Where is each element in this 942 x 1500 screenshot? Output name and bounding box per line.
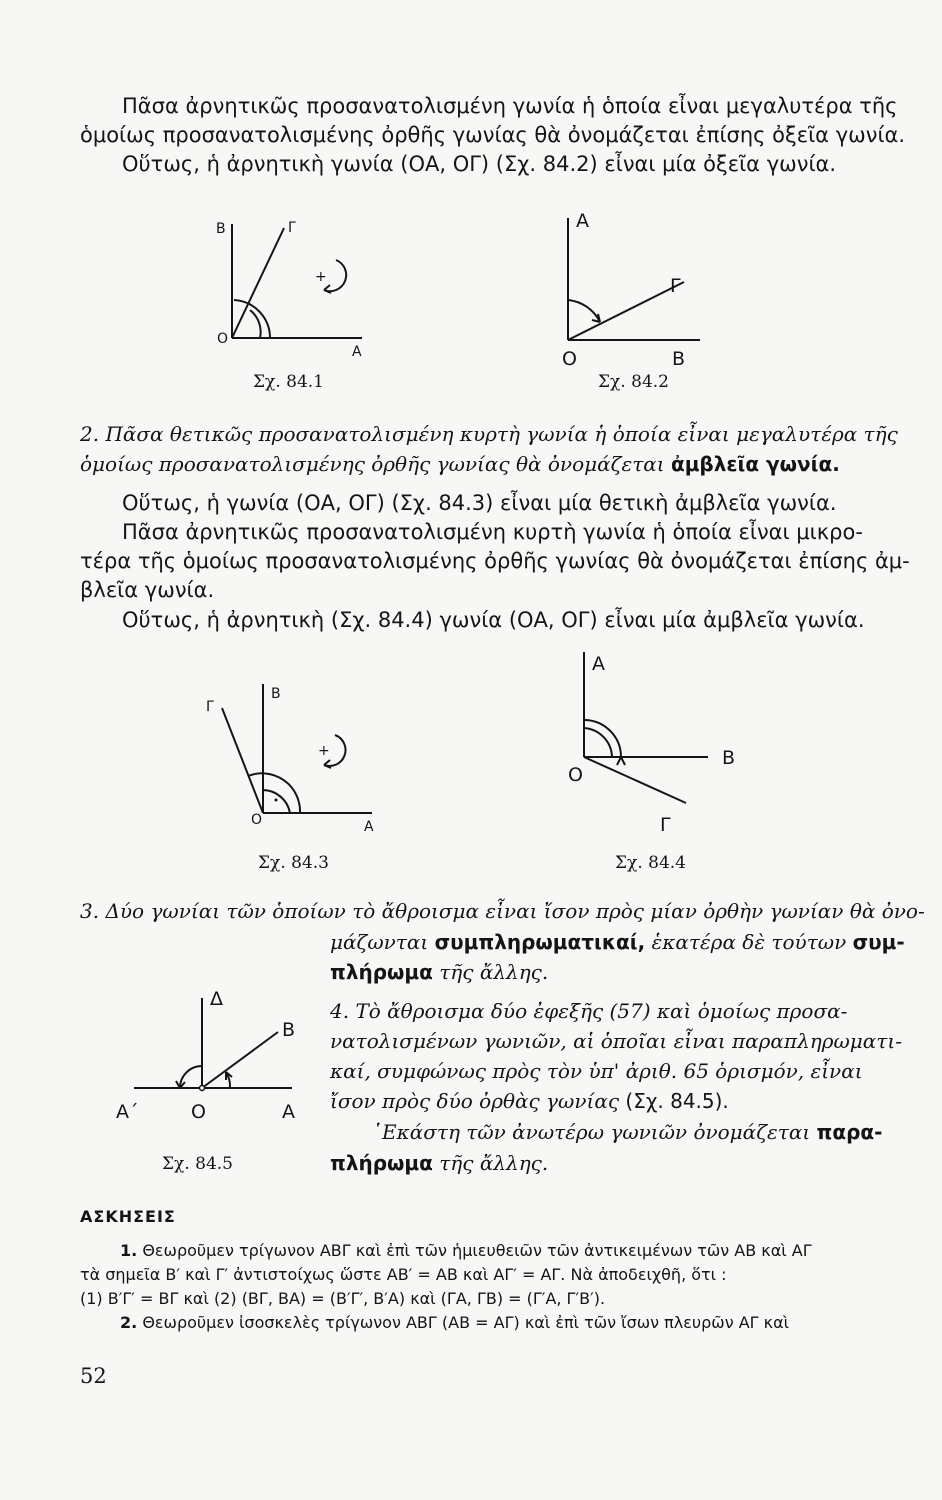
intro-line-3: Οὕτως, ἡ ἀρνητικὴ γωνία (ΟΑ, ΟΓ) (Σχ. 84.2) εἶναι μία ὀξεῖα γωνία. [122, 152, 837, 176]
fig3-sign: + [318, 743, 330, 759]
sec3-line-2-c: ἑκατέρα δὲ τούτων [651, 930, 847, 954]
fig5-label-o: O [191, 1101, 206, 1123]
fig1-label-b: B [216, 221, 226, 237]
sec2-line-2-text: ὁμοίως προσανατολισμένης ὀρθῆς γωνίας θὰ ὀνομάζεται [80, 452, 665, 476]
fig5-caption: Σχ. 84.5 [162, 1154, 233, 1174]
exercise-1-line-3: (1) Β′Γ′ = ΒΓ καὶ (2) (ΒΓ, ΒΑ) = (Β′Γ′, Β′Α) καὶ (ΓΑ, ΓΒ) = (Γ′Α, Γ′Β′). [80, 1289, 606, 1308]
fig3-label-o: O [251, 812, 263, 828]
sec2-term-obtuse: ἀμβλεῖα γωνία. [670, 452, 840, 476]
fig5-label-a: A [282, 1101, 295, 1123]
sec4-term-supplement-end: πλήρωμα [330, 1151, 433, 1175]
sec3-line-2-a: μάζωνται [330, 930, 429, 954]
fig1-label-a: A [352, 344, 362, 360]
fig4-label-g: Γ [660, 814, 671, 836]
sec2-line-4: Πᾶσα ἀρνητικῶς προσανατολισμένη κυρτὴ γωνία ἡ ὁποία εἶναι μικρο- [122, 520, 863, 544]
fig2-caption: Σχ. 84.2 [598, 372, 669, 392]
sec4-figure-ref: (Σχ. 84.5). [625, 1089, 729, 1113]
page-number: 52 [80, 1364, 107, 1388]
sec4-line-6-b: τῆς ἄλλης. [439, 1151, 549, 1175]
fig2-label-b: B [672, 348, 686, 370]
sec3-term-complementary: συμπληρωματικαί, [434, 930, 646, 954]
sec4-term-supplement-start: παρα- [816, 1120, 883, 1144]
fig1-sign: + [315, 269, 327, 285]
fig3-caption: Σχ. 84.3 [258, 853, 329, 873]
fig4-label-o: O [568, 764, 583, 786]
sec3-line-1: 3. Δύο γωνίαι τῶν ὁποίων τὸ ἄθροισμα εἶναι ἴσον πρὸς μίαν ὀρθὴν γωνίαν θὰ ὀνο- [80, 899, 925, 923]
exercise-2-number: 2. [120, 1313, 138, 1332]
exercise-1-number: 1. [120, 1241, 138, 1260]
intro-line-2: ὁμοίως προσανατολισμένης ὀρθῆς γωνίας θὰ ὀνομάζεται ἐπίσης ὀξεῖα γωνία. [80, 123, 906, 147]
sec4-line-1: 4. Τὸ ἄθροισμα δύο ἐφεξῆς (57) καὶ ὁμοίως προσα- [330, 999, 848, 1023]
fig5-label-d: Δ [210, 988, 223, 1010]
sec2-line-1-text: Πᾶσα θετικῶς προσανατολισμένη κυρτὴ γωνία ἡ ὁποία εἶναι μεγαλυτέρα τῆς [105, 422, 898, 446]
exercises-heading: ΑΣΚΗΣΕΙΣ [80, 1207, 176, 1226]
fig5-label-b: B [282, 1019, 296, 1041]
fig4-caption: Σχ. 84.4 [615, 853, 686, 873]
fig3-label-b: B [271, 686, 281, 702]
exercise-1-line-1-text: Θεωροῦμεν τρίγωνον ΑΒΓ καὶ ἐπὶ τῶν ἡμιευθειῶν τῶν ἀντικειμένων τῶν ΑΒ καὶ ΑΓ [142, 1241, 812, 1260]
exercise-2-line-1 [120, 1312, 789, 1334]
sec3-term-complement-start: συμ- [852, 930, 905, 954]
fig1-label-o: O [217, 331, 229, 347]
fig2-label-g: Γ [670, 275, 681, 297]
exercise-2-line-1-text: Θεωροῦμεν ἰσοσκελὲς τρίγωνον ΑΒΓ (ΑΒ = ΑΓ) καὶ ἐπὶ τῶν ἴσων πλευρῶν ΑΓ καὶ [142, 1313, 790, 1332]
fig3-label-g: Γ [206, 699, 214, 715]
sec3-term-complement-end: πλήρωμα [330, 960, 433, 984]
exercise-1-line-1 [120, 1240, 812, 1262]
sec2-line-3: Οὕτως, ἡ γωνία (ΟΑ, ΟΓ) (Σχ. 84.3) εἶναι μία θετικὴ ἀμβλεῖα γωνία. [122, 491, 837, 515]
sec4-line-5-a: ῾Εκάστη τῶν ἀνωτέρω γωνιῶν ὀνομάζεται [372, 1120, 811, 1144]
sec2-line-6: βλεῖα γωνία. [80, 578, 215, 602]
intro-line-1: Πᾶσα ἀρνητικῶς προσανατολισμένη γωνία ἡ ὁποία εἶναι μεγαλυτέρα τῆς [122, 94, 898, 118]
sec2-line-5: τέρα τῆς ὁμοίως προσανατολισμένης ὀρθῆς γωνίας θὰ ὀνομάζεται ἐπίσης ἀμ- [80, 549, 910, 573]
fig1-label-g: Γ [288, 220, 296, 236]
sec4-line-4-a: ἴσον πρὸς δύο ὀρθὰς γωνίας [330, 1089, 620, 1113]
sec4-line-3: καί, συμφώνως πρὸς τὸν ὑπ' ἀριθ. 65 ὁρισμόν, εἶναι [330, 1059, 863, 1083]
fig4-label-a: A [592, 653, 605, 675]
fig3-label-a: A [364, 819, 374, 835]
sec2-line-7: Οὕτως, ἡ ἀρνητικὴ (Σχ. 84.4) γωνία (ΟΑ, ΟΓ) εἶναι μία ἀμβλεῖα γωνία. [122, 608, 865, 632]
fig1-caption: Σχ. 84.1 [253, 372, 324, 392]
fig2-label-o: O [562, 348, 577, 370]
exercise-1-line-2: τὰ σημεῖα Β′ καὶ Γ′ ἀντιστοίχως ὥστε ΑΒ′ = ΑΒ καὶ ΑΓ′ = ΑΓ. Νὰ ἀποδειχθῆ, ὅτι : [80, 1265, 727, 1284]
sec3-line-3-b: τῆς ἄλλης. [439, 960, 549, 984]
fig2-label-a: A [576, 210, 589, 232]
sec2-number: 2. [80, 422, 100, 446]
fig5-label-a-prime: A΄ [116, 1101, 139, 1123]
sec4-line-2: νατολισμένων γωνιῶν, αἱ ὁποῖαι εἶναι παραπληρωματι- [330, 1029, 902, 1053]
fig4-label-b: B [722, 747, 736, 769]
